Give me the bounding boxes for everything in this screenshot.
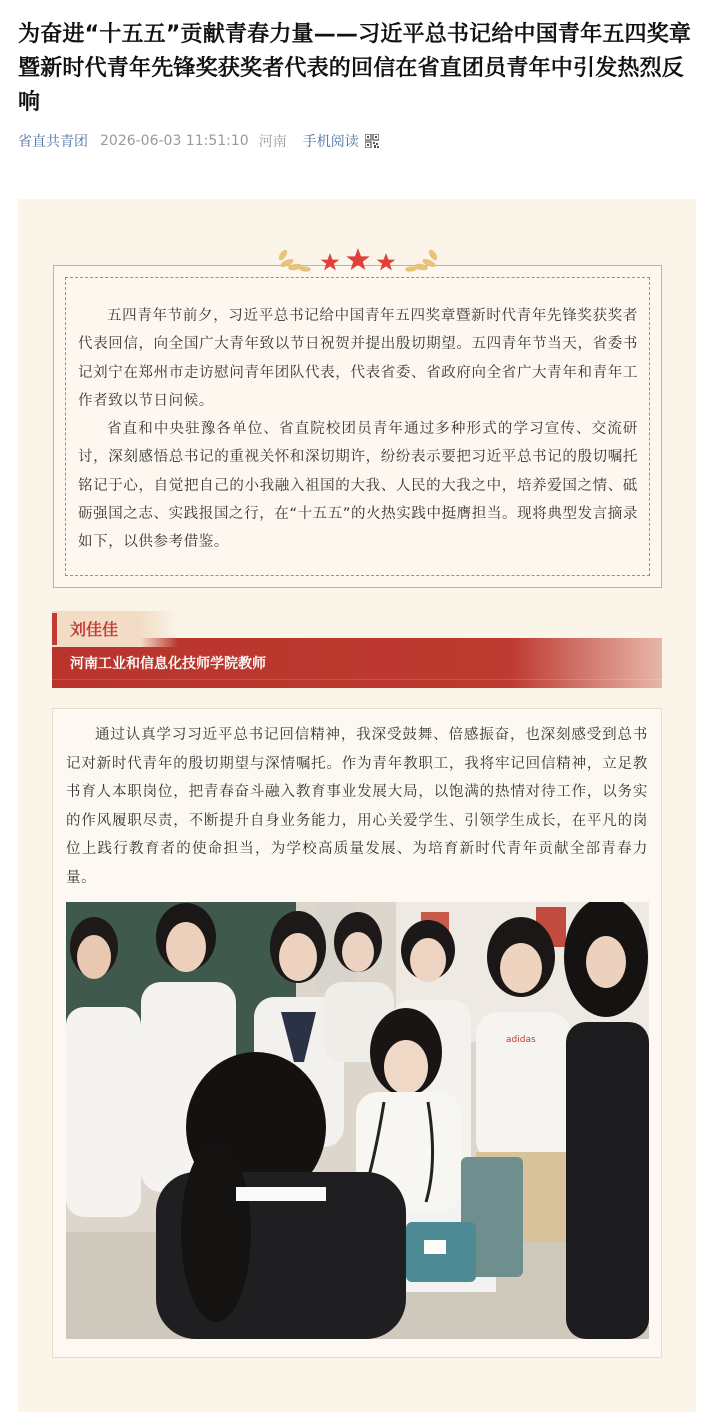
qr-code-icon[interactable] <box>365 134 379 148</box>
name-tab-accent <box>52 613 57 645</box>
location: 河南 <box>258 134 287 150</box>
classroom-photo <box>66 902 649 1339</box>
intro-dashed-frame <box>65 277 650 576</box>
star-icon <box>321 248 396 270</box>
mobile-read-link[interactable]: 手机阅读 <box>302 134 359 150</box>
speaker-card <box>52 708 662 1358</box>
banner-stripe <box>52 679 662 680</box>
publish-time: 2026-06-03 11:51:10 <box>100 133 249 149</box>
intro-text <box>78 302 638 557</box>
article-title: 为奋进“十五五”贡献青春力量——习近平总书记给中国青年五四奖章暨新时代青年先锋奖获奖者代表的回信在省直团员青年中引发热烈反响 <box>18 22 692 115</box>
intro-paragraph: 五四青年节前夕，习近平总书记给中国青年五四奖章暨新时代青年先锋奖获奖者代表回信，向全国广大青年致以节日祝贺并提出殷切期望。五四青年节当天，省委书记刘宁在郑州市走访慰问青年团队代表，代表省委、省政府向全省广大青年和青年工作者致以节日问候。 <box>78 308 638 409</box>
article-meta <box>18 131 379 151</box>
speaker-statement: 通过认真学习习近平总书记回信精神，我深受鼓舞、倍感振奋，也深刻感受到总书记对新时代青年的殷切期望与深情嘱托。作为青年教职工，我将牢记回信精神，立足教书育人本职岗位，把青春奋斗融入教育事业发展大局，以饱满的热情对待工作，以务实的作风履职尽责，不断提升自身业务能力，用心关爱学生、引领学生成长，在平凡的岗位上践行教育者的使命担当，为学校高质量发展、为培育新时代青年贡献全部青春力量。 <box>66 727 648 886</box>
intro-box <box>53 265 662 588</box>
star-ornament <box>273 239 443 275</box>
intro-paragraph: 省直和中央驻豫各单位、省直院校团员青年通过多种形式的学习宣传、交流研讨，深刻感悟总书记的重视关怀和深切期许，纷纷表示要把习近平总书记的殷切嘱托铭记于心，自觉把自己的小我融入祖国的大我、人民的大我之中，培养爱国之情、砥砺强国之志、实践报国之行，在“十五五”的火热实践中挺膺担当。现将典型发言摘录如下，以供参考借鉴。 <box>78 421 638 551</box>
speaker-name: 刘佳佳 <box>70 620 119 639</box>
svg-text:adidas: adidas <box>506 1035 536 1045</box>
speaker-name-tab <box>52 611 178 647</box>
speaker-role: 河南工业和信息化技师学院教师 <box>70 656 266 672</box>
photo-illustration <box>66 902 649 1339</box>
source-link[interactable]: 省直共青团 <box>18 134 88 150</box>
article-content <box>18 199 696 1412</box>
